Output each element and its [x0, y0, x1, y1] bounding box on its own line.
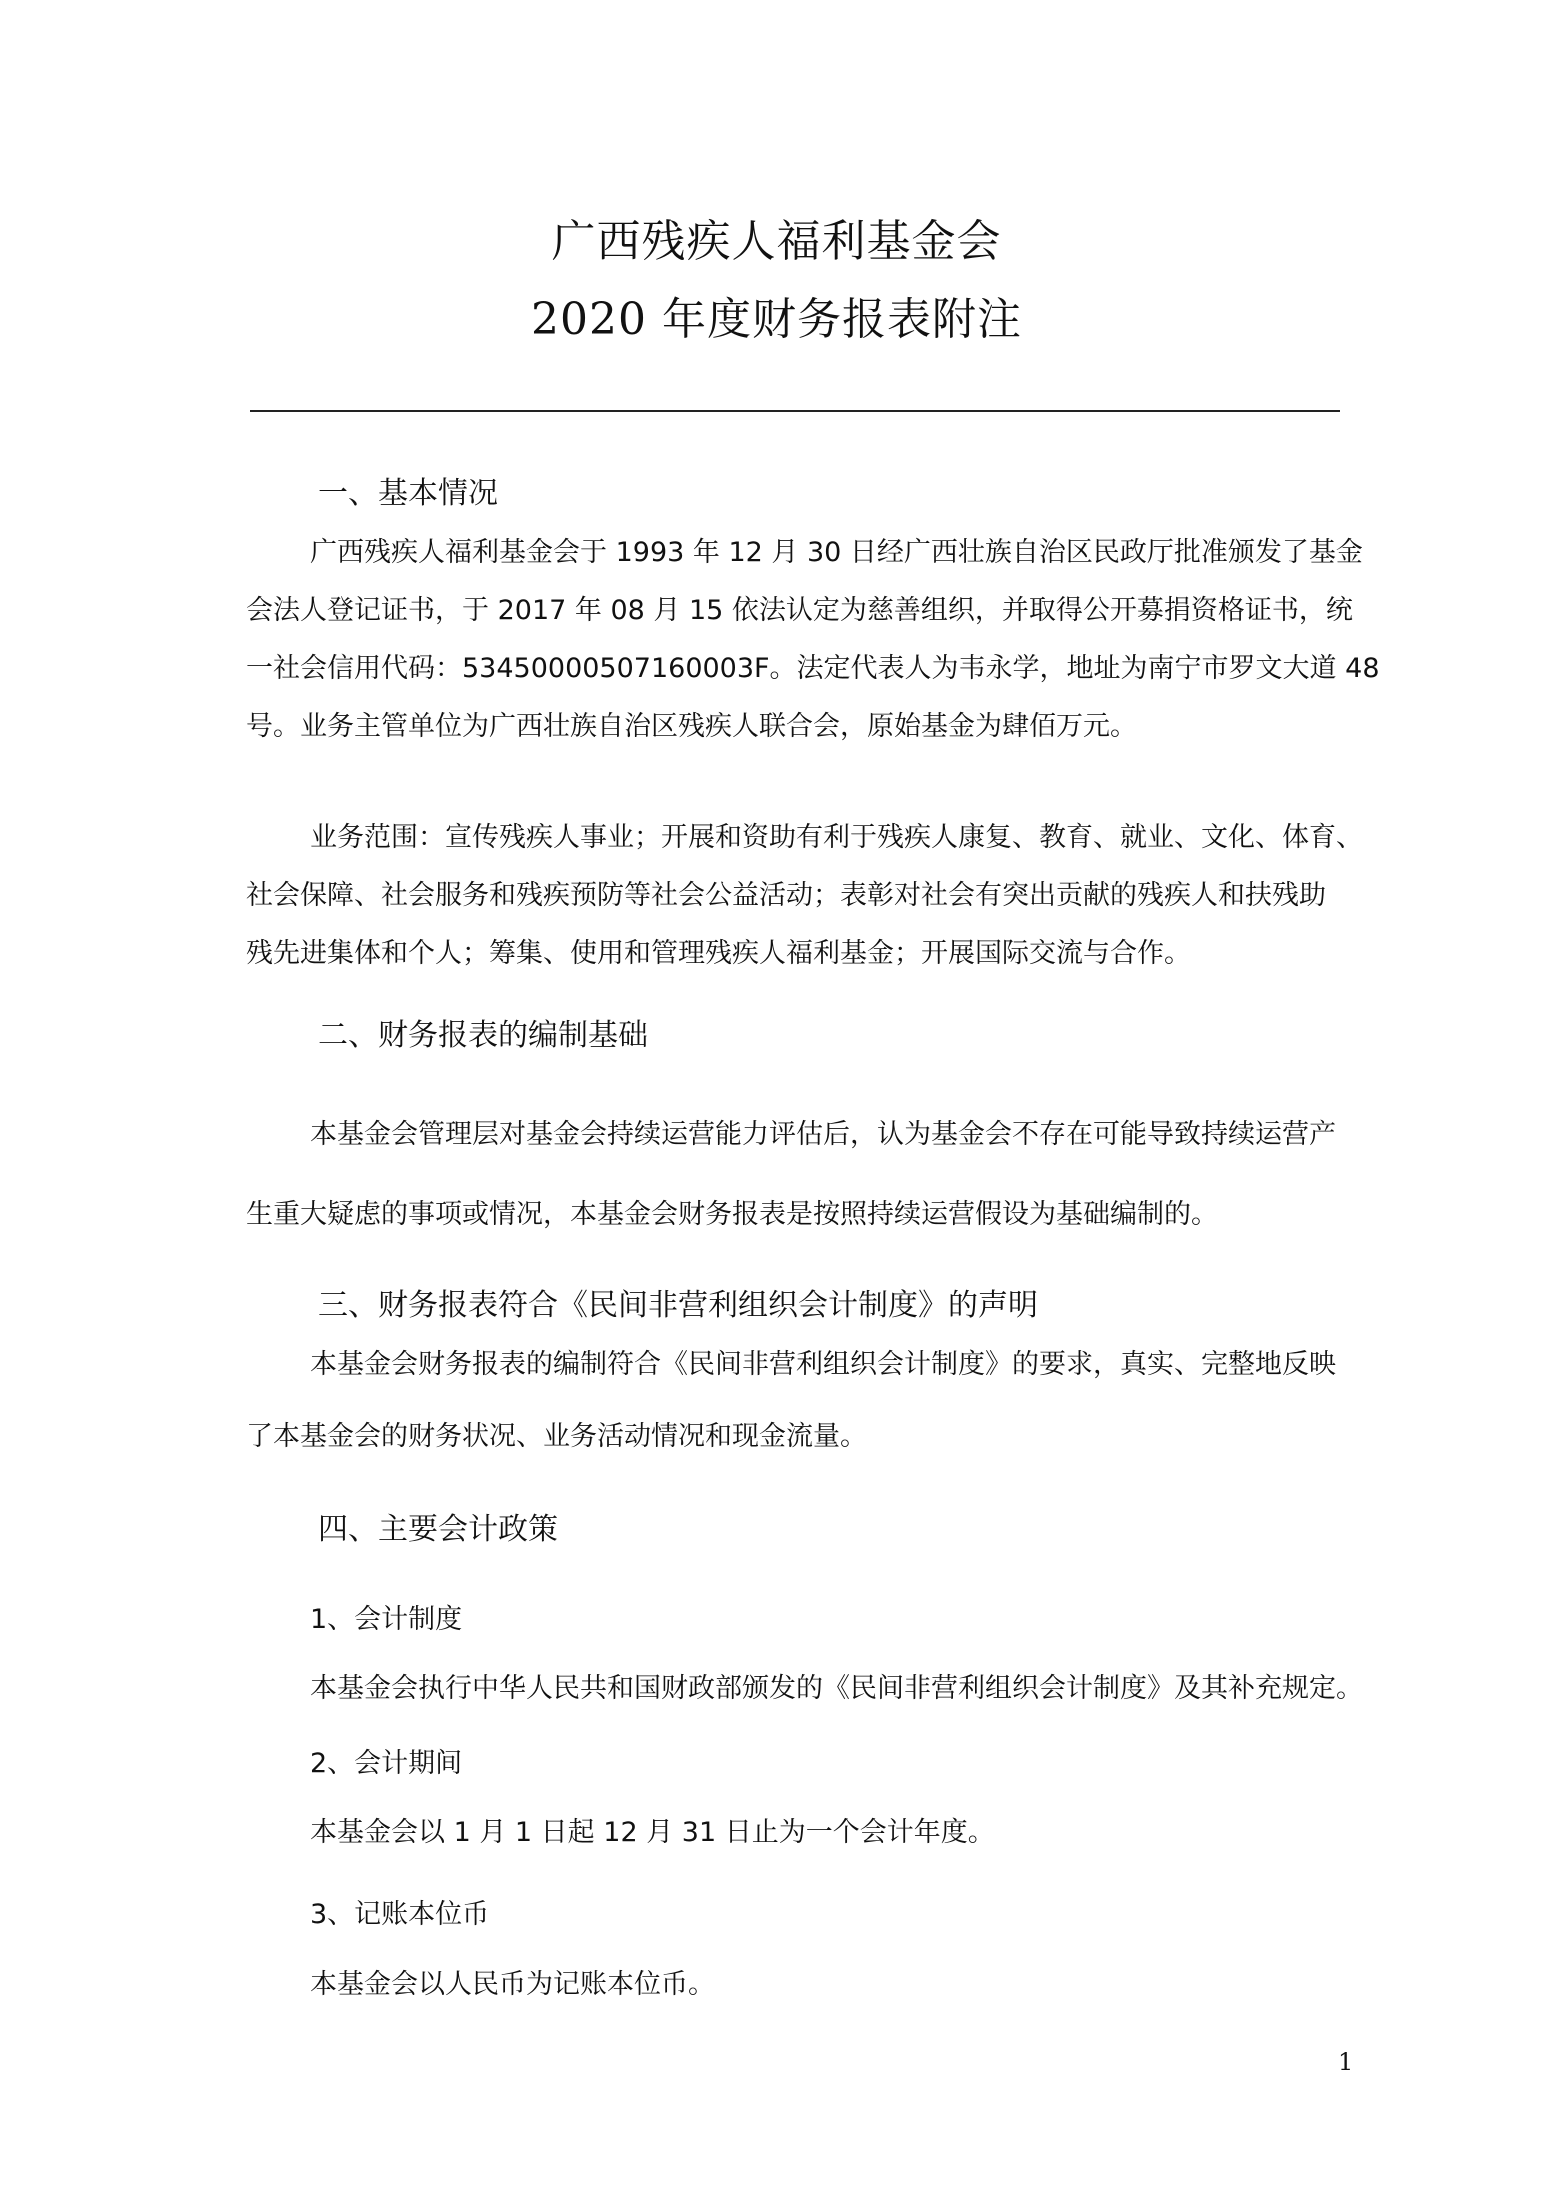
- policy-text-accounting-system: 本基金会执行中华人民共和国财政部颁发的《民间非营利组织会计制度》及其补充规定。: [310, 1673, 1363, 1704]
- section-heading-basic-info: 一、基本情况: [318, 476, 498, 511]
- text-line: 广西残疾人福利基金会于 1993 年 12 月 30 日经广西壮族自治区民政厅批准颁发了基金: [310, 537, 1363, 568]
- text-line: 一社会信用代码：53450000507160003F。法定代表人为韦永学，地址为南宁市罗文大道 48: [246, 653, 1380, 684]
- section-heading-basis: 二、财务报表的编制基础: [318, 1018, 648, 1053]
- paragraph-compliance: [246, 1336, 1340, 1466]
- section-heading-compliance: 三、财务报表符合《民间非营利组织会计制度》的声明: [318, 1288, 1038, 1323]
- section-heading-accounting-policies: 四、主要会计政策: [318, 1512, 558, 1547]
- document-title: 广西残疾人福利基金会: [551, 216, 1002, 267]
- policy-text-accounting-period: 本基金会以 1 月 1 日起 12 月 31 日止为一个会计年度。: [310, 1817, 995, 1848]
- policy-title-accounting-system: 1、会计制度: [310, 1604, 463, 1635]
- paragraph-basic-info: [246, 524, 1380, 756]
- document-subtitle: 2020 年度财务报表附注: [531, 294, 1022, 345]
- text-line: 会法人登记证书，于 2017 年 08 月 15 依法认定为慈善组织，并取得公开募捐资格证书，统: [246, 595, 1353, 626]
- policy-title-currency: 3、记账本位币: [310, 1899, 490, 1930]
- text-line: 本基金会财务报表的编制符合《民间非营利组织会计制度》的要求，真实、完整地反映: [310, 1349, 1336, 1380]
- title-divider: [250, 410, 1340, 412]
- text-line: 本基金会管理层对基金会持续运营能力评估后，认为基金会不存在可能导致持续运营产: [310, 1119, 1336, 1150]
- page-number: 1: [1338, 2048, 1354, 2076]
- text-line: 业务范围：宣传残疾人事业；开展和资助有利于残疾人康复、教育、就业、文化、体育、: [310, 822, 1363, 853]
- policy-title-accounting-period: 2、会计期间: [310, 1748, 463, 1779]
- paragraph-business-scope: [246, 809, 1363, 983]
- text-line: 了本基金会的财务状况、业务活动情况和现金流量。: [246, 1421, 867, 1452]
- text-line: 号。业务主管单位为广西壮族自治区残疾人联合会，原始基金为肆佰万元。: [246, 711, 1137, 742]
- paragraph-basis: [246, 1106, 1340, 1244]
- text-line: 社会保障、社会服务和残疾预防等社会公益活动；表彰对社会有突出贡献的残疾人和扶残助: [246, 880, 1326, 911]
- text-line: 残先进集体和个人；筹集、使用和管理残疾人福利基金；开展国际交流与合作。: [246, 938, 1191, 969]
- policy-text-currency: 本基金会以人民币为记账本位币。: [310, 1969, 715, 2000]
- text-line: 生重大疑虑的事项或情况，本基金会财务报表是按照持续运营假设为基础编制的。: [246, 1199, 1218, 1230]
